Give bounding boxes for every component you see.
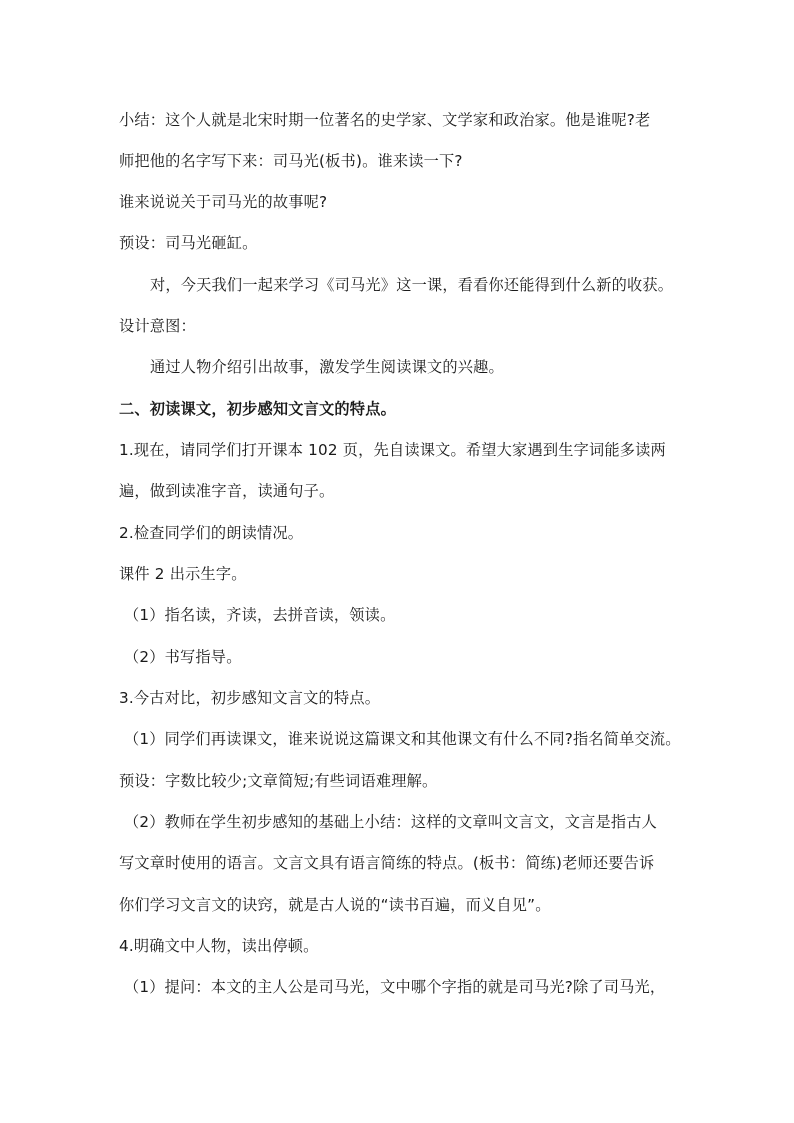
design-intent-label: 设计意图： [119, 317, 196, 335]
text-line-3: 谁来说说关于司马光的故事呢? [119, 193, 328, 211]
text-line-9: 1.现在，请同学们打开课本 102 页，先自读课文。希望大家遇到生字词能多读两 [119, 441, 666, 459]
text-line-19: 写文章时使用的语言。文言文具有语言简练的特点。(板书：简练)老师还要告诉 [119, 854, 655, 872]
text-line-2: 师把他的名字写下来：司马光(板书)。谁来读一下? [119, 152, 463, 170]
text-line-10: 遍，做到读准字音，读通句子。 [119, 482, 335, 500]
text-line-16: （1）同学们再读课文，谁来说说这篇课文和其他课文有什么不同?指名简单交流。 [124, 730, 681, 748]
section-heading-2: 二、初读课文，初步感知文言文的特点。 [119, 400, 396, 418]
text-line-14: （2）书写指导。 [124, 648, 242, 666]
text-line-22: （1）提问：本文的主人公是司马光，文中哪个字指的就是司马光?除了司马光， [124, 978, 666, 996]
text-line-1: 小结：这个人就是北宋时期一位著名的史学家、文学家和政治家。他是谁呢?老 [119, 111, 651, 129]
text-line-20: 你们学习文言文的诀窍，就是古人说的“读书百遍，而义自见”。 [119, 896, 551, 914]
text-line-15: 3.今古对比，初步感知文言文的特点。 [119, 689, 381, 707]
text-line-12: 课件 2 出示生字。 [119, 565, 247, 583]
text-line-5: 对，今天我们一起来学习《司马光》这一课，看看你还能得到什么新的收获。 [150, 276, 674, 294]
design-intent-text: 通过人物介绍引出故事，激发学生阅读课文的兴趣。 [150, 358, 504, 376]
text-line-18: （2）教师在学生初步感知的基础上小结：这样的文章叫文言文，文言是指古人 [124, 813, 658, 831]
text-line-4: 预设：司马光砸缸。 [119, 234, 258, 252]
text-line-13: （1）指名读，齐读，去拼音读，领读。 [124, 606, 396, 624]
text-line-21: 4.明确文中人物，读出停顿。 [119, 937, 319, 955]
text-line-17: 预设：字数比较少;文章简短;有些词语难理解。 [119, 772, 438, 790]
text-line-11: 2.检查同学们的朗读情况。 [119, 524, 304, 542]
